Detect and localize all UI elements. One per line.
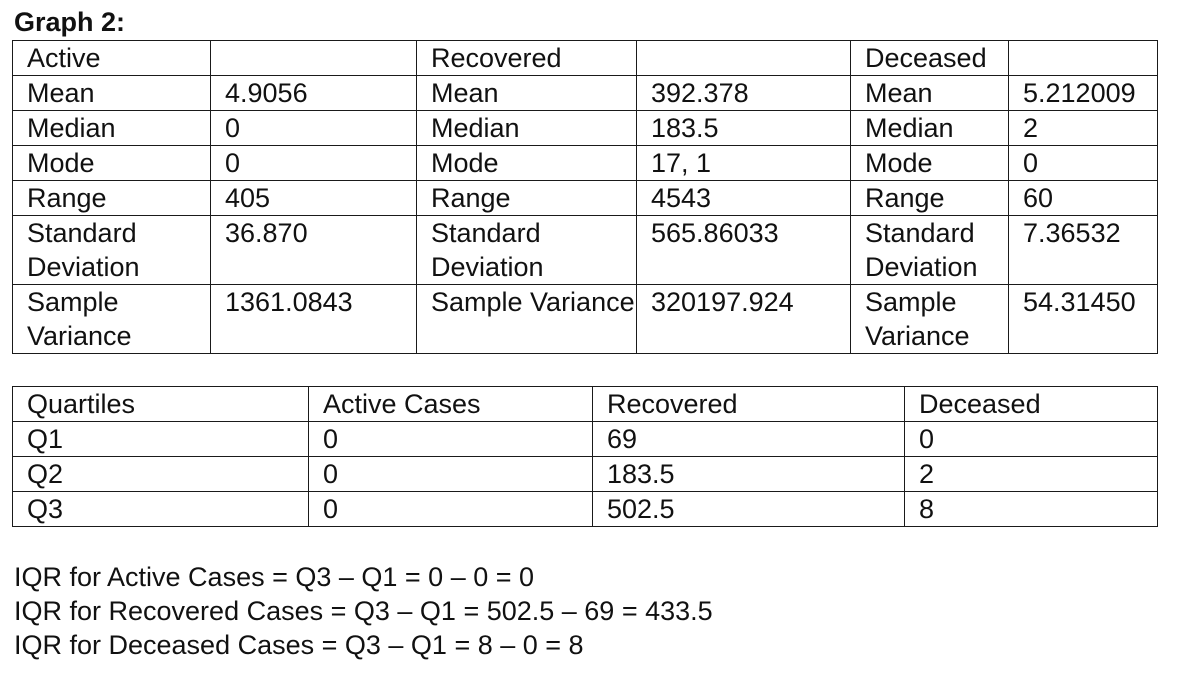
stat-value: 405 <box>211 181 417 216</box>
iqr-recovered-line: IQR for Recovered Cases = Q3 – Q1 = 502.5 – 69 = 433.5 <box>14 596 713 626</box>
quartiles-table <box>12 386 1158 527</box>
empty-cell <box>1009 41 1158 76</box>
quartile-value: 0 <box>309 457 593 492</box>
iqr-active-line: IQR for Active Cases = Q3 – Q1 = 0 – 0 = 0 <box>14 562 535 592</box>
empty-cell <box>211 41 417 76</box>
quartile-label: Q2 <box>13 457 309 492</box>
stat-value: 17, 1 <box>637 146 851 181</box>
stat-label: Sample Variance <box>417 285 637 354</box>
stat-label: Range <box>851 181 1009 216</box>
stat-value: 0 <box>211 146 417 181</box>
table-header-row <box>13 387 1158 422</box>
stat-value: 392.378 <box>637 76 851 111</box>
stat-label: Range <box>417 181 637 216</box>
table-row <box>13 146 1158 181</box>
stat-label: Sample Variance <box>851 285 1009 354</box>
group-title-recovered: Recovered <box>417 41 637 76</box>
quartile-value: 2 <box>905 457 1158 492</box>
stat-value: 565.86033 <box>637 216 851 285</box>
stat-value: 0 <box>211 111 417 146</box>
quartile-value: 69 <box>593 422 905 457</box>
stat-value: 5.212009 <box>1009 76 1158 111</box>
quartile-value: 0 <box>309 422 593 457</box>
stat-label: Standard Deviation <box>13 216 211 285</box>
stat-value: 4.9056 <box>211 76 417 111</box>
column-header: Recovered <box>593 387 905 422</box>
stat-value: 1361.0843 <box>211 285 417 354</box>
stat-label: Standard Deviation <box>417 216 637 285</box>
stat-value: 4543 <box>637 181 851 216</box>
quartile-value: 8 <box>905 492 1158 527</box>
quartile-value: 0 <box>309 492 593 527</box>
table-header-row <box>13 41 1158 76</box>
descriptive-statistics-table <box>12 40 1158 354</box>
quartile-label: Q3 <box>13 492 309 527</box>
stat-label: Mean <box>417 76 637 111</box>
group-title-active: Active <box>13 41 211 76</box>
iqr-deceased-line: IQR for Deceased Cases = Q3 – Q1 = 8 – 0 = 8 <box>14 630 584 660</box>
quartile-label: Q1 <box>13 422 309 457</box>
stat-value: 320197.924 <box>637 285 851 354</box>
stat-value: 183.5 <box>637 111 851 146</box>
stat-label: Standard Deviation <box>851 216 1009 285</box>
quartile-value: 183.5 <box>593 457 905 492</box>
table-row <box>13 457 1158 492</box>
stat-value: 0 <box>1009 146 1158 181</box>
empty-cell <box>637 41 851 76</box>
stat-value: 36.870 <box>211 216 417 285</box>
column-header: Quartiles <box>13 387 309 422</box>
table-row <box>13 111 1158 146</box>
quartile-value: 502.5 <box>593 492 905 527</box>
column-header: Deceased <box>905 387 1158 422</box>
stat-value: 60 <box>1009 181 1158 216</box>
stat-value: 7.36532 <box>1009 216 1158 285</box>
stat-label: Mode <box>13 146 211 181</box>
iqr-summary <box>14 560 713 662</box>
stat-label: Mean <box>851 76 1009 111</box>
stat-value: 2 <box>1009 111 1158 146</box>
table-row <box>13 285 1158 354</box>
stat-label: Median <box>13 111 211 146</box>
column-header: Active Cases <box>309 387 593 422</box>
stat-label: Median <box>851 111 1009 146</box>
stat-value: 54.31450 <box>1009 285 1158 354</box>
stat-label: Range <box>13 181 211 216</box>
table-row <box>13 492 1158 527</box>
stat-label: Mode <box>851 146 1009 181</box>
table-row <box>13 422 1158 457</box>
stat-label: Mode <box>417 146 637 181</box>
table-row <box>13 76 1158 111</box>
group-title-deceased: Deceased <box>851 41 1009 76</box>
stat-label: Sample Variance <box>13 285 211 354</box>
table-row <box>13 181 1158 216</box>
page-heading: Graph 2: <box>14 7 126 37</box>
table-row <box>13 216 1158 285</box>
quartile-value: 0 <box>905 422 1158 457</box>
stat-label: Mean <box>13 76 211 111</box>
stat-label: Median <box>417 111 637 146</box>
